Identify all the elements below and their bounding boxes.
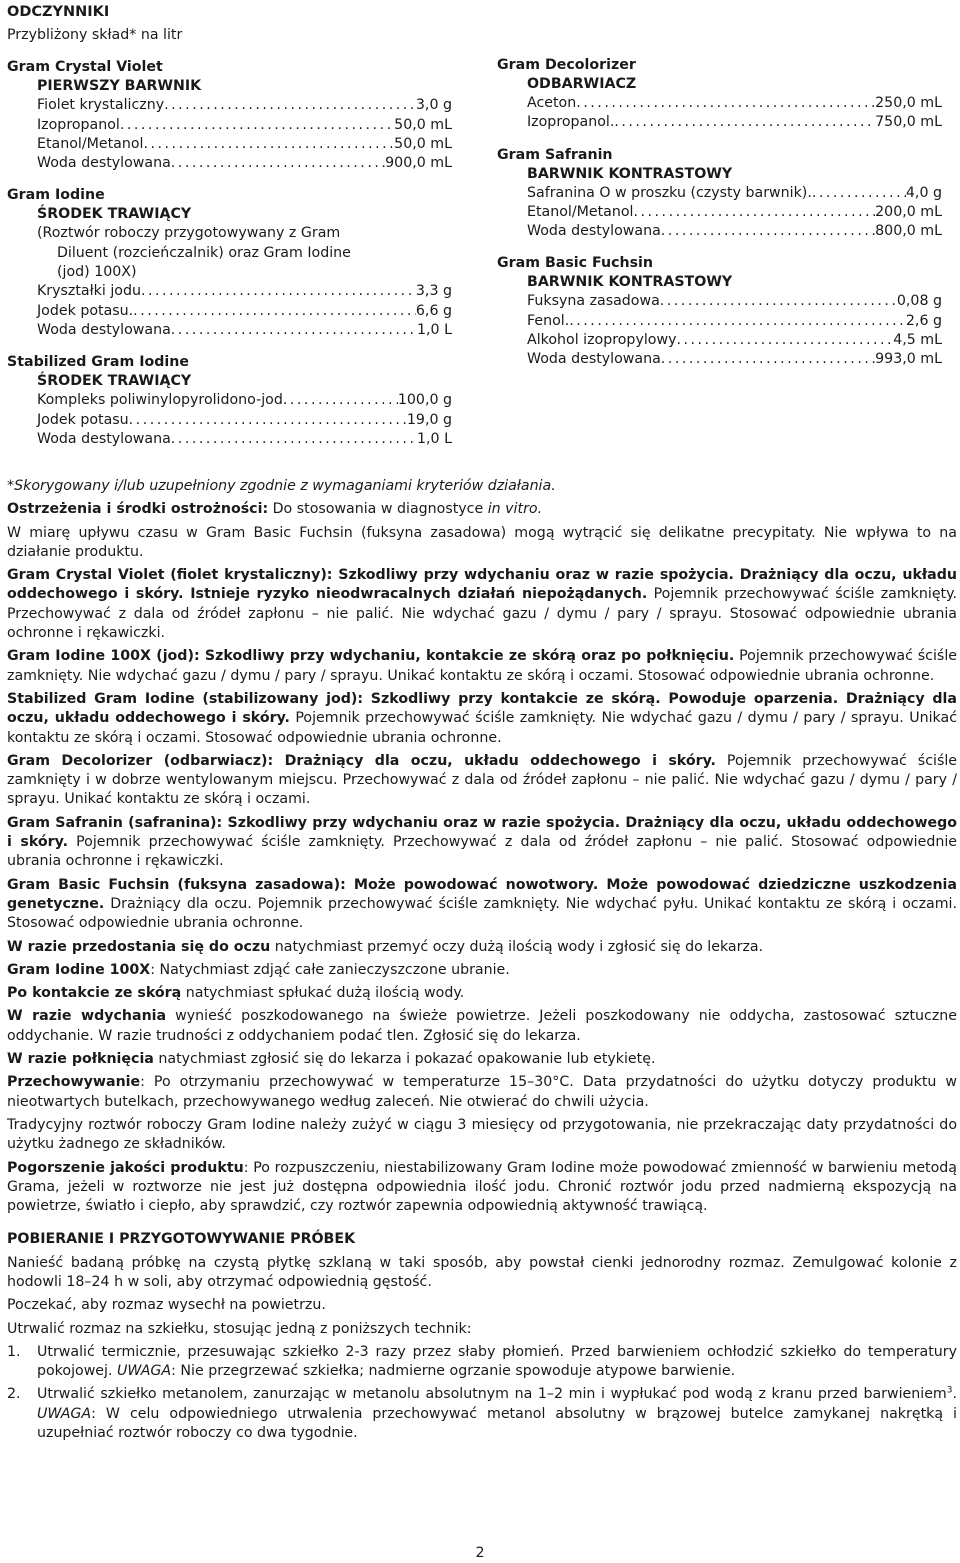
ingredient-row: Izopropanol . . . 50,0 mL <box>7 116 452 135</box>
ingredient-row: Woda destylowana . . . 1,0 L <box>7 430 452 449</box>
hazard-stabilized-iodine: Stabilized Gram Iodine (stabilizowany jod): Szkodliwy przy kontakcie ze skórą. Powoduje oparzenia. Drażniący dla oczu, układu oddechowego i skóry. Pojemnik przechowywać ściśle zamknięty. Nie wdychać gazu / dymu / pary / sprayu. Unikać kontaktu ze skórą i oczami. Stosować odpowiednie ubrania ochronne. <box>7 690 957 746</box>
group-subtitle: ŚRODEK TRAWIĄCY <box>37 206 192 223</box>
group-subtitle: BARWNIK KONTRASTOWY <box>527 274 733 291</box>
page-number: 2 <box>475 1545 485 1561</box>
hazard-safranin: Gram Safranin (safranina): Szkodliwy przy wdychaniu oraz w razie spożycia. Drażniący dla oczu, układu oddechowego i skóry. Pojemnik przechowywać ściśle zamknięty. Przechowywać z dala od źródeł zapłonu – nie palić. Stosować odpowiednie ubrania ochronne i rękawiczki. <box>7 814 957 870</box>
ingredient-row: Jodek potasu. . . . 6,6 g <box>7 302 452 321</box>
ingredient-row: Woda destylowana . . . 993,0 mL <box>497 350 942 369</box>
group-title: Gram Basic Fuchsin <box>497 255 653 272</box>
sampling-heading: POBIERANIE I PRZYGOTOWYWANIE PRÓBEK <box>7 1231 356 1248</box>
ingredient-row: Woda destylowana . . . 800,0 mL <box>497 222 942 241</box>
first-aid-eyes: W razie przedostania się do oczu natychmiast przemyć oczy dużą ilością wody i zgłosić się do lekarza. <box>7 938 764 955</box>
storage-paragraph: Przechowywanie: Po otrzymaniu przechowywać w temperaturze 15–30°C. Data przydatności do użytku dotyczy produktu w nieotwartych butelkach, przechowywanego według zaleceń. Nie otwierać do chwili użycia. <box>7 1074 957 1110</box>
left-column <box>7 0 452 449</box>
group-title: Gram Decolorizer <box>497 57 636 73</box>
group-subtitle: PIERWSZY BARWNIK <box>37 78 202 95</box>
ingredient-row: Etanol/Metanol . . . 50,0 mL <box>7 135 452 154</box>
ingredient-row: Fenol. . . . 2,6 g <box>497 312 942 331</box>
precipitate-paragraph: W miarę upływu czasu w Gram Basic Fuchsin (fuksyna zasadowa) mogą wytrącić się delikatne precypitaty. Nie wpływa to na działanie produktu. <box>7 524 957 560</box>
ingredient-row: Woda destylowana . . . 900,0 mL <box>7 154 452 173</box>
hazard-crystal-violet: Gram Crystal Violet (fiolet krystaliczny): Szkodliwy przy wdychaniu oraz w razie spożycia. Drażniący dla oczu, układu oddechowego i skóry. Istnieje ryzyko nieodwracalnych działań niepożądanych. Pojemnik przechowywać ściśle zamknięty. Przechowywać z dala od źródeł zapłonu – nie palić. Nie wdychać gazu / dymu / pary / sprayu. Stosować odpowiednie ubrania ochronne i rękawiczki. <box>7 567 958 642</box>
reagent-group <box>7 58 452 173</box>
group-title: Stabilized Gram Iodine <box>7 354 189 371</box>
warnings-paragraph: Ostrzeżenia i środki ostrożności: Do stosowania w diagnostyce in vitro. <box>7 501 543 518</box>
ingredient-row: Fiolet krystaliczny . . . 3,0 g <box>7 96 452 115</box>
reagent-group <box>7 353 452 449</box>
degradation-paragraph: Pogorszenie jakości produktu: Po rozpuszczeniu, niestabilizowany Gram Iodine może powodować zmienność w barwieniu metodą Grama, jeżeli w roztworze nie jest już dostępna odpowiednia ilość jodu. Chronić roztwór jodu przed nadmierną ekspozycją na powietrze, światło i ciepło, aby sprawdzić, czy roztwór zapewnia odpowiednią aktywność trawiącą. <box>7 1159 957 1215</box>
body-text <box>7 477 957 1447</box>
first-aid-swallowing: W razie połknięcia natychmiast zgłosić się do lekarza i pokazać opakowanie lub etykietę. <box>7 1051 656 1068</box>
ingredient-row: Woda destylowana . . . 1,0 L <box>7 321 452 340</box>
fixation-list <box>7 1343 957 1443</box>
ingredient-row: Etanol/Metanol . . . 200,0 mL <box>497 203 942 222</box>
reagent-group <box>497 56 942 133</box>
hazard-gram-iodine: Gram Iodine 100X (jod): Szkodliwy przy wdychaniu, kontakcie ze skórą oraz po połknięciu. Pojemnik przechowywać ściśle zamknięty. Nie wdychać gazu / dymu / pary / sprayu. Unikać kontaktu ze skórą i oczami. Stosować odpowiednie ubrania ochronne. <box>7 648 957 684</box>
hazard-decolorizer: Gram Decolorizer (odbarwiacz): Drażniący dla oczu, układu oddechowego i skóry. Pojemnik przechowywać ściśle zamknięty i w dobrze wentylowanym miejscu. Przechowywać z dala od źródeł zapłonu – nie palić. Nie wdychać gazu / dymu / pary / sprayu. Unikać kontaktu ze skórą i oczami. <box>7 752 957 808</box>
list-item: 1. Utrwalić termicznie, przesuwając szkiełko 2-3 razy przez słaby płomień. Przed barwieniem ochłodzić szkiełko do temperatury pokojowej. UWAGA: Nie przegrzewać szkiełka; nadmierne ogrzanie spowoduje atypowe barwienie. <box>7 1343 957 1380</box>
ingredient-row: Kryształki jodu . . . 3,3 g <box>7 282 452 301</box>
sampling-paragraph-2: Poczekać, aby rozmaz wysechł na powietrzu. <box>7 1297 326 1314</box>
group-note: (Roztwór roboczy przygotowywany z Gram Diluent (rozcieńczalnik) oraz Gram Iodine (jod) 100X) <box>37 225 351 281</box>
ingredient-row: Aceton . . . 250,0 mL <box>497 94 942 113</box>
ingredient-row: Alkohol izopropylowy . . . 4,5 mL <box>497 331 942 350</box>
section-title: ODCZYNNIKI <box>7 4 110 20</box>
reagent-group <box>497 254 942 369</box>
ingredient-row: Jodek potasu . . . 19,0 g <box>7 411 452 430</box>
list-item: 2. Utrwalić szkiełko metanolem, zanurzając w metanolu absolutnym na 1–2 min i wypłukać pod wodą z kranu przed barwieniem$^3$. UWAGA: W celu odpowiedniego utrwalenia przechowywać metanol absolutny w brązowej butelce zamykanej nakrętką i uzupełniać roztwór roboczy co dwa tygodnie. <box>7 1385 957 1442</box>
traditional-solution-paragraph: Tradycyjny roztwór roboczy Gram Iodine należy zużyć w ciągu 3 miesięcy od przygotowania, nie przekraczając daty przydatności do użytku żadnego ze składników. <box>7 1116 957 1153</box>
sampling-paragraph-3: Utrwalić rozmaz na szkiełku, stosując jedną z poniższych technik: <box>7 1320 472 1337</box>
first-aid-iodine: Gram Iodine 100X: Natychmiast zdjąć całe zanieczyszczone ubranie. <box>7 961 510 978</box>
ingredient-row: Fuksyna zasadowa . . . 0,08 g <box>497 292 942 311</box>
first-aid-inhalation: W razie wdychania wynieść poszkodowanego na świeże powietrze. Jeżeli poszkodowany nie oddycha, zastosować sztuczne oddychanie. W razie trudności z oddychaniem podać tlen. Zgłosić się do lekarza. <box>7 1008 957 1044</box>
sampling-paragraph-1: Nanieść badaną próbkę na czystą płytkę szklaną w taki sposób, aby powstał cienki jednorodny rozmaz. Zemulgować kolonie z hodowli 18–24 h w soli, aby otrzymać odpowiednią gęstość. <box>7 1254 957 1290</box>
ingredient-row: Izopropanol. . . . 750,0 mL <box>497 113 942 132</box>
reagent-group <box>497 146 942 242</box>
group-subtitle: ŚRODEK TRAWIĄCY <box>37 373 192 390</box>
ingredient-row: Safranina O w proszku (czysty barwnik). . . . 4,0 g <box>497 184 942 203</box>
group-subtitle: BARWNIK KONTRASTOWY <box>527 165 733 182</box>
group-title: Gram Safranin <box>497 146 613 163</box>
right-column <box>497 56 942 370</box>
first-aid-skin: Po kontakcie ze skórą natychmiast spłukać dużą ilością wody. <box>7 985 465 1002</box>
hazard-basic-fuchsin: Gram Basic Fuchsin (fuksyna zasadowa): Może powodować nowotwory. Może powodować dziedziczne uszkodzenia genetyczne. Drażniący dla oczu. Pojemnik przechowywać ściśle zamknięty. Nie wdychać pyłu. Unikać kontaktu ze skórą i oczami. Stosować odpowiednie ubrania ochronne. <box>7 876 957 932</box>
ingredient-row: Kompleks poliwinylopyrolidono-jod . . . 100,0 g <box>7 391 452 410</box>
subtitle: Przybliżony skład* na litr <box>7 27 183 43</box>
group-subtitle: ODBARWIACZ <box>527 76 637 92</box>
reagent-group <box>7 186 452 340</box>
group-title: Gram Crystal Violet <box>7 59 163 76</box>
group-title: Gram Iodine <box>7 187 105 204</box>
footnote: *Skorygowany i/lub uzupełniony zgodnie z wymaganiami kryteriów działania. <box>7 478 556 494</box>
